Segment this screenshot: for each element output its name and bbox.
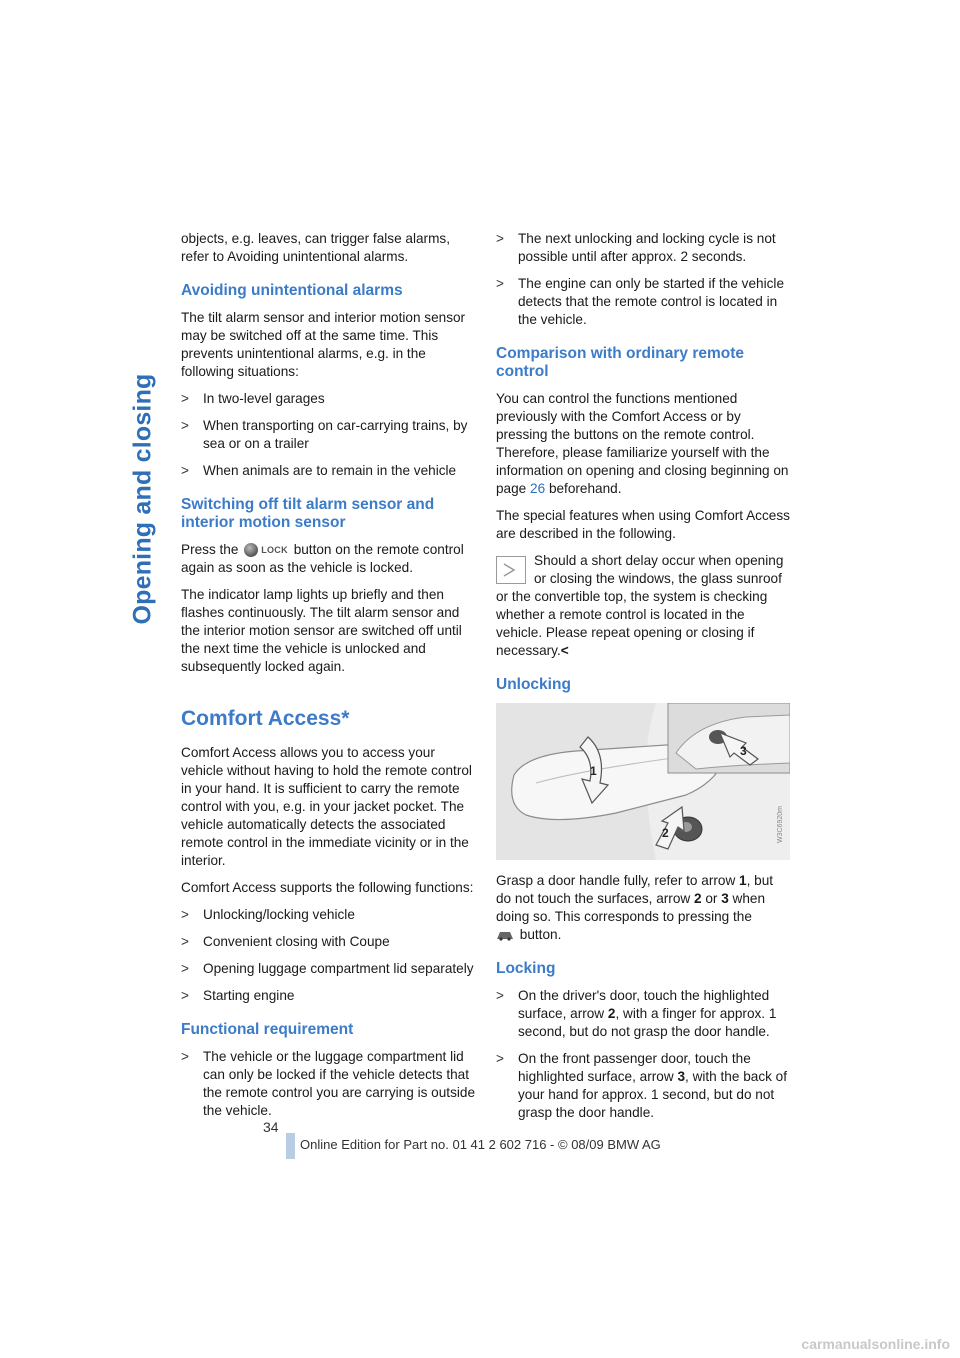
chapter-title-text: Opening and closing bbox=[129, 373, 157, 625]
supports-paragraph: Comfort Access supports the following functions: bbox=[181, 880, 474, 895]
list-item: > Starting engine bbox=[181, 988, 295, 1003]
list-item: > The vehicle or the luggage compartment lid can only be locked if the vehicle detects that the remote control you are carrying is outside the vehicle. bbox=[181, 1049, 476, 1118]
watermark: carmanualsonline.info bbox=[801, 1336, 950, 1352]
heading-avoiding-alarms: Avoiding unintentional alarms bbox=[181, 282, 403, 299]
heading-comparison: Comparison with ordinary remote control bbox=[496, 345, 745, 380]
list-item: > When animals are to remain in the vehicle bbox=[181, 463, 457, 478]
special-paragraph: The special features when using Comfort Access are described in the following. bbox=[496, 508, 790, 541]
lock-button-icon: LOCK bbox=[244, 541, 288, 559]
list-item: > The next unlocking and locking cycle is not possible until after approx. 2 seconds. bbox=[496, 231, 776, 264]
note-icon bbox=[496, 556, 526, 584]
arrow-label-2: 2 bbox=[662, 826, 669, 840]
heading-functional-requirement: Functional requirement bbox=[181, 1021, 354, 1038]
press-lock-paragraph: Press the LOCK button on the remote control again as soon as the vehicle is locked. bbox=[181, 542, 464, 575]
avoid-paragraph: The tilt alarm sensor and interior motion sensor may be switched off at the same time. This prevents unintentional alarms, e.g. in the following situations: bbox=[181, 310, 466, 379]
unlock-button-icon bbox=[496, 929, 514, 941]
left-column bbox=[181, 230, 475, 1129]
footer-text: Online Edition for Part no. 01 41 2 602 716 - © 08/09 BMW AG bbox=[300, 1137, 661, 1152]
arrow-label-3: 3 bbox=[740, 744, 747, 758]
door-handle-drawing bbox=[496, 703, 790, 860]
list-item: > On the front passenger door, touch the highlighted surface, arrow 3, with the back of your hand for approx. 1 second, but do not grasp the door handle. bbox=[496, 1051, 788, 1120]
page-link[interactable]: 26 bbox=[530, 481, 546, 496]
arrow-label-1: 1 bbox=[590, 764, 597, 778]
heading-comfort-access: Comfort Access* bbox=[181, 707, 350, 730]
grasp-paragraph: Grasp a door handle fully, refer to arrow 1, but do not touch the surfaces, arrow 2 or 3 when doing so. This corresponds to pressing the button. bbox=[496, 873, 774, 942]
list-item: > When transporting on car-carrying trains, by sea or on a trailer bbox=[181, 418, 468, 451]
chapter-title bbox=[128, 229, 158, 769]
note-paragraph: Should a short delay occur when opening or closing the windows, the glass sunroof or the convertible top, the system is checking whether a remote control is located in the vehicle. Please repeat opening or closing if necessary.< bbox=[496, 553, 784, 658]
list-item: > Unlocking/locking vehicle bbox=[181, 907, 355, 922]
door-handle-illustration bbox=[496, 703, 790, 860]
list-item: > The engine can only be started if the vehicle detects that the remote control is located in the vehicle. bbox=[496, 276, 785, 327]
list-item: > In two-level garages bbox=[181, 391, 325, 406]
comfort-paragraph: Comfort Access allows you to access your vehicle without having to hold the remote control in your hand. It is sufficient to carry the remote control with you, e.g. in your jacket pocket. The vehicle automatically detects the associated remote control in the immediate vicinity or in the interior. bbox=[181, 745, 472, 868]
compare-paragraph: You can control the functions mentioned previously with the Comfort Access or by pressing the buttons on the remote control. Therefore, please familiarize yourself with the information on opening and closing beginning on page 26 beforehand. bbox=[496, 391, 789, 496]
list-item: > On the driver's door, touch the highlighted surface, arrow 2, with a finger for approx. 1 second, but do not grasp the door handle. bbox=[496, 988, 777, 1039]
indicator-paragraph: The indicator lamp lights up briefly and then flashes continuously. The tilt alarm sensor and the interior motion sensor are switched off until the next time the vehicle is unlocked and subsequently locked again. bbox=[181, 587, 462, 674]
heading-switching-off: Switching off tilt alarm sensor and interior motion sensor bbox=[181, 496, 435, 531]
heading-unlocking: Unlocking bbox=[496, 676, 571, 693]
heading-locking: Locking bbox=[496, 960, 556, 977]
page-number: 34 bbox=[263, 1119, 279, 1135]
intro-paragraph: objects, e.g. leaves, can trigger false alarms, refer to Avoiding unintentional alarms. bbox=[181, 231, 450, 264]
list-item: > Opening luggage compartment lid separately bbox=[181, 961, 474, 976]
list-item: > Convenient closing with Coupe bbox=[181, 934, 390, 949]
right-column bbox=[496, 230, 790, 1131]
footer-accent-bar bbox=[286, 1133, 295, 1159]
figure-code: W3C6920m bbox=[777, 806, 784, 843]
